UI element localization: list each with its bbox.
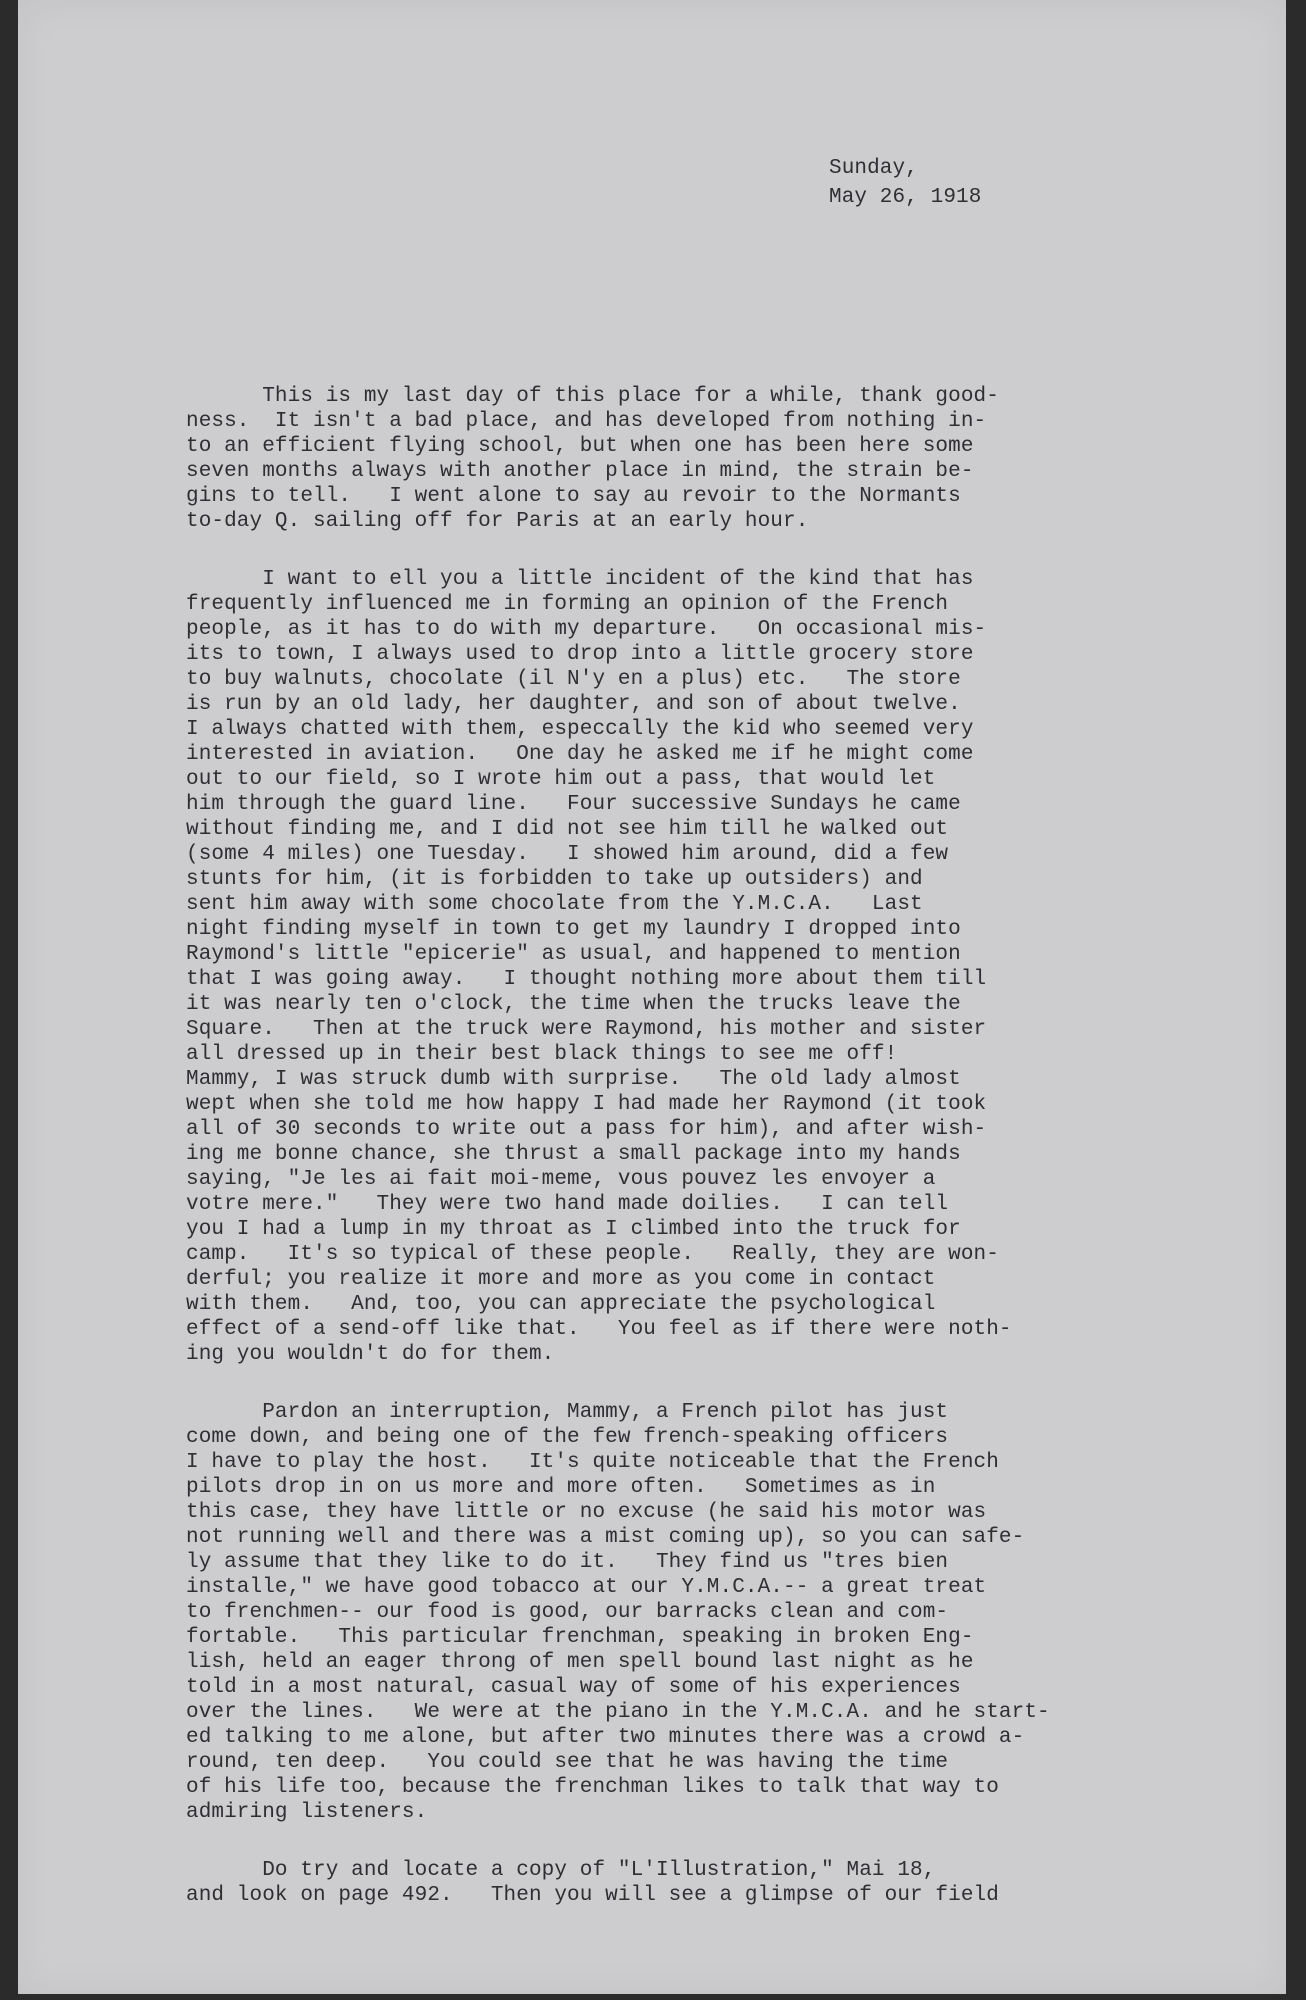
text-line: interested in aviation. One day he asked me if he might come bbox=[186, 743, 974, 766]
text-line: round, ten deep. You could see that he was having the time bbox=[186, 1751, 949, 1774]
text-line: ly assume that they like to do it. They find us "tres bien bbox=[186, 1551, 949, 1574]
text-line: frequently influenced me in forming an opinion of the French bbox=[186, 593, 949, 616]
text-line: to buy walnuts, chocolate (il N'y en a plus) etc. The store bbox=[186, 668, 961, 691]
text-line: gins to tell. I went alone to say au revoir to the Normants bbox=[186, 485, 961, 508]
text-line: to-day Q. sailing off for Paris at an early hour. bbox=[186, 510, 809, 533]
text-line: without finding me, and I did not see him till he walked out bbox=[186, 818, 949, 841]
text-line: over the lines. We were at the piano in the Y.M.C.A. and he start- bbox=[186, 1701, 1050, 1724]
text-line: that I was going away. I thought nothing more about them till bbox=[186, 968, 987, 991]
text-line: Do try and locate a copy of "L'Illustration," Mai 18, bbox=[186, 1859, 936, 1882]
text-line: I have to play the host. It's quite noticeable that the French bbox=[186, 1451, 999, 1474]
paragraph-1 bbox=[186, 384, 1266, 534]
text-line: all dressed up in their best black things to see me off! bbox=[186, 1043, 898, 1066]
text-line: Mammy, I was struck dumb with surprise. The old lady almost bbox=[186, 1068, 961, 1091]
text-line: and look on page 492. Then you will see a glimpse of our field bbox=[186, 1884, 999, 1907]
paragraph-gap bbox=[186, 534, 1266, 567]
text-line: come down, and being one of the few french-speaking officers bbox=[186, 1426, 949, 1449]
paragraph-gap bbox=[186, 1825, 1266, 1858]
text-line: installe," we have good tobacco at our Y.M.C.A.-- a great treat bbox=[186, 1576, 987, 1599]
text-line: to an efficient flying school, but when one has been here some bbox=[186, 435, 974, 458]
text-line: seven months always with another place in mind, the strain be- bbox=[186, 460, 974, 483]
paragraph-2 bbox=[186, 567, 1266, 1367]
text-line: votre mere." They were two hand made doilies. I can tell bbox=[186, 1193, 949, 1216]
text-line: ness. It isn't a bad place, and has developed from nothing in- bbox=[186, 410, 987, 433]
text-line: wept when she told me how happy I had made her Raymond (it took bbox=[186, 1093, 987, 1116]
text-line: people, as it has to do with my departure. On occasional mis- bbox=[186, 618, 987, 641]
text-line: saying, "Je les ai fait moi-meme, vous pouvez les envoyer a bbox=[186, 1168, 936, 1191]
text-line: this case, they have little or no excuse (he said his motor was bbox=[186, 1501, 987, 1524]
text-line: I always chatted with them, especcally the kid who seemed very bbox=[186, 718, 974, 741]
text-line: I want to ell you a little incident of the kind that has bbox=[186, 568, 974, 591]
text-line: of his life too, because the frenchman likes to talk that way to bbox=[186, 1776, 999, 1799]
text-line: out to our field, so I wrote him out a pass, that would let bbox=[186, 768, 936, 791]
text-line: camp. It's so typical of these people. Really, they are won- bbox=[186, 1243, 999, 1266]
text-line: effect of a send-off like that. You feel as if there were noth- bbox=[186, 1318, 1012, 1341]
letter-page bbox=[18, 0, 1286, 1994]
text-line: all of 30 seconds to write out a pass for him), and after wish- bbox=[186, 1118, 987, 1141]
dateline bbox=[829, 154, 981, 212]
text-line: derful; you realize it more and more as you come in contact bbox=[186, 1268, 936, 1291]
text-line: sent him away with some chocolate from the Y.M.C.A. Last bbox=[186, 893, 923, 916]
dateline-day: Sunday, bbox=[829, 157, 918, 180]
text-line: night finding myself in town to get my laundry I dropped into bbox=[186, 918, 961, 941]
paragraph-3 bbox=[186, 1400, 1266, 1825]
text-line: ing you wouldn't do for them. bbox=[186, 1343, 555, 1366]
dateline-date: May 26, 1918 bbox=[829, 186, 982, 209]
text-line: not running well and there was a mist coming up), so you can safe- bbox=[186, 1526, 1025, 1549]
text-line: him through the guard line. Four successive Sundays he came bbox=[186, 793, 961, 816]
text-line: Pardon an interruption, Mammy, a French pilot has just bbox=[186, 1401, 949, 1424]
text-line: with them. And, too, you can appreciate the psychological bbox=[186, 1293, 936, 1316]
text-line: (some 4 miles) one Tuesday. I showed him around, did a few bbox=[186, 843, 949, 866]
text-line: Square. Then at the truck were Raymond, his mother and sister bbox=[186, 1018, 987, 1041]
text-line: its to town, I always used to drop into a little grocery store bbox=[186, 643, 974, 666]
text-line: This is my last day of this place for a while, thank good- bbox=[186, 385, 999, 408]
text-line: told in a most natural, casual way of some of his experiences bbox=[186, 1676, 961, 1699]
text-line: to frenchmen-- our food is good, our barracks clean and com- bbox=[186, 1601, 949, 1624]
text-line: stunts for him, (it is forbidden to take up outsiders) and bbox=[186, 868, 923, 891]
text-line: fortable. This particular frenchman, speaking in broken Eng- bbox=[186, 1626, 974, 1649]
paragraph-gap bbox=[186, 1367, 1266, 1400]
text-line: you I had a lump in my throat as I climbed into the truck for bbox=[186, 1218, 961, 1241]
text-line: pilots drop in on us more and more often. Sometimes as in bbox=[186, 1476, 936, 1499]
letter-body bbox=[186, 384, 1266, 1908]
text-line: is run by an old lady, her daughter, and son of about twelve. bbox=[186, 693, 961, 716]
text-line: it was nearly ten o'clock, the time when the trucks leave the bbox=[186, 993, 961, 1016]
paragraph-4 bbox=[186, 1858, 1266, 1908]
text-line: admiring listeners. bbox=[186, 1801, 428, 1824]
text-line: ing me bonne chance, she thrust a small package into my hands bbox=[186, 1143, 961, 1166]
text-line: Raymond's little "epicerie" as usual, and happened to mention bbox=[186, 943, 961, 966]
text-line: ed talking to me alone, but after two minutes there was a crowd a- bbox=[186, 1726, 1025, 1749]
text-line: lish, held an eager throng of men spell bound last night as he bbox=[186, 1651, 974, 1674]
